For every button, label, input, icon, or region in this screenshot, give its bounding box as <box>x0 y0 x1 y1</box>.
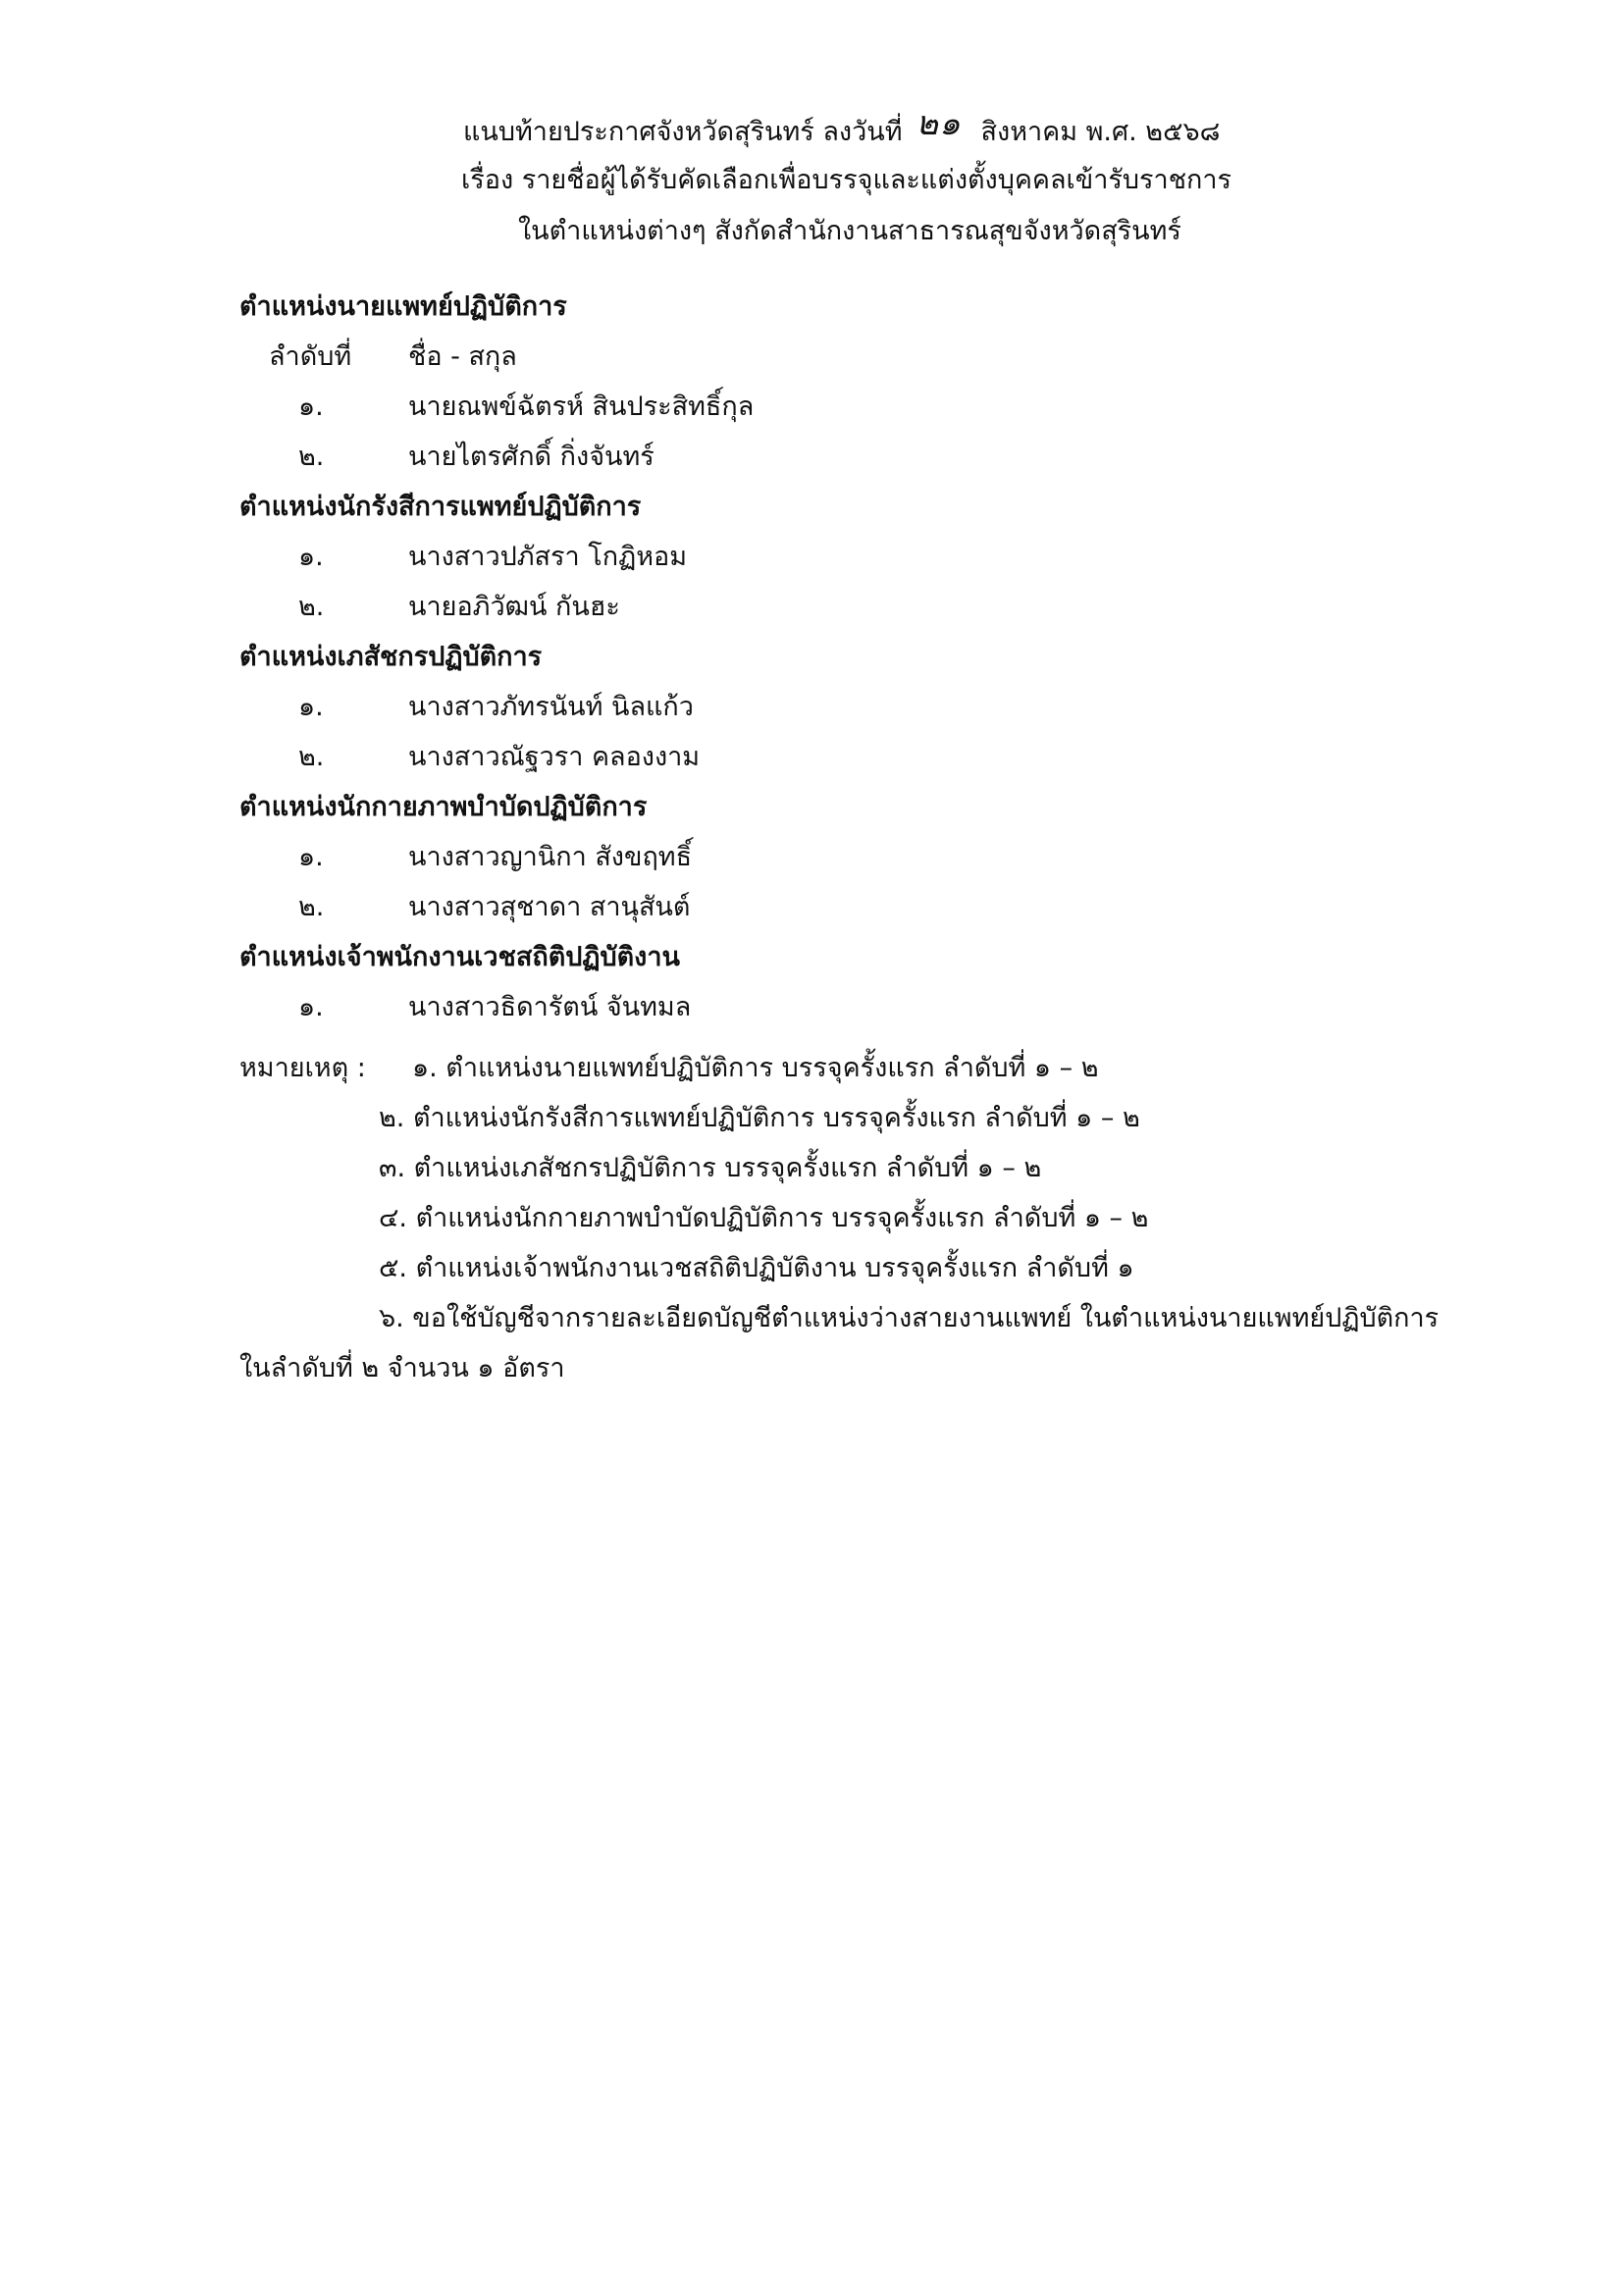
list-item <box>239 732 1417 782</box>
column-header-order: ลำดับที่ <box>269 341 352 372</box>
column-header-row <box>239 332 1417 382</box>
note-item: ๔. ตำแหน่งนักกายภาพบำบัดปฏิบัติการ บรรจุครั้งแรก ลำดับที่ ๑ – ๒ <box>379 1203 1149 1233</box>
note-row <box>239 1293 1515 1343</box>
note-row <box>239 1093 1515 1143</box>
positions-list <box>239 282 1417 1032</box>
entry-name: นายณพข์ฉัตรห์ สินประสิทธิ์กุล <box>408 391 755 422</box>
entry-number: ๑. <box>298 391 324 422</box>
entry-number: ๒. <box>298 892 325 922</box>
header-subject-line: เรื่อง รายชื่อผู้ได้รับคัดเลือกเพื่อบรรจุและแต่งตั้งบุคคลเข้ารับราชการ <box>461 165 1232 195</box>
list-item <box>239 982 1417 1032</box>
header-attachment-text: แนบท้ายประกาศจังหวัดสุรินทร์ ลงวันที่ <box>463 117 903 147</box>
list-item <box>239 582 1417 632</box>
list-item <box>239 882 1417 932</box>
position-heading: ตำแหน่งนักรังสีการแพทย์ปฏิบัติการ <box>239 492 642 522</box>
list-item <box>239 382 1417 432</box>
entry-name: นางสาวภัทรนันท์ นิลแก้ว <box>408 692 694 722</box>
list-item <box>239 682 1417 732</box>
note-row <box>239 1343 1515 1393</box>
position-heading: ตำแหน่งนายแพทย์ปฏิบัติการ <box>239 291 567 322</box>
position-heading: ตำแหน่งเภสัชกรปฏิบัติการ <box>239 642 543 672</box>
note-row <box>239 1193 1515 1243</box>
note-item: ๕. ตำแหน่งเจ้าพนักงานเวชสถิติปฏิบัติงาน บรรจุครั้งแรก ลำดับที่ ๑ <box>379 1253 1134 1283</box>
note-item: ๑. ตำแหน่งนายแพทย์ปฏิบัติการ บรรจุครั้งแรก ลำดับที่ ๑ – ๒ <box>412 1053 1099 1083</box>
entry-number: ๑. <box>298 842 324 872</box>
entry-name: นางสาวปภัสรา โกฏิหอม <box>408 542 688 572</box>
entry-number: ๑. <box>298 692 324 722</box>
note-row <box>239 1243 1515 1293</box>
entry-number: ๑. <box>298 992 324 1022</box>
header-month-year: สิงหาคม พ.ศ. ๒๕๖๘ <box>980 117 1221 147</box>
list-item <box>239 832 1417 882</box>
note-item: ๖. ขอใช้บัญชีจากรายละเอียดบัญชีตำแหน่งว่างสายงานแพทย์ ในตำแหน่งนายแพทย์ปฏิบัติการ <box>379 1303 1440 1333</box>
note-item: ๓. ตำแหน่งเภสัชกรปฏิบัติการ บรรจุครั้งแรก ลำดับที่ ๑ – ๒ <box>379 1153 1042 1183</box>
entry-number: ๒. <box>298 442 325 472</box>
column-header-name: ชื่อ - สกุล <box>408 341 517 372</box>
entry-name: นางสาวณัฐวรา คลองงาม <box>408 742 701 772</box>
entry-name: นายไตรศักดิ์ กิ่งจันทร์ <box>408 442 654 472</box>
entry-name: นางสาวสุชาดา สานุสันต์ <box>408 892 691 922</box>
entry-number: ๒. <box>298 742 325 772</box>
header-affiliation-line: ในตำแหน่งต่างๆ สังกัดสำนักงานสาธารณสุขจังหวัดสุรินทร์ <box>518 216 1181 246</box>
notes-label: หมายเหตุ : <box>239 1053 366 1083</box>
entry-name: นายอภิวัฒน์ กันฮะ <box>408 592 620 622</box>
list-item <box>239 432 1417 482</box>
list-item <box>239 532 1417 582</box>
position-heading: ตำแหน่งนักกายภาพบำบัดปฏิบัติการ <box>239 792 648 822</box>
note-continuation: ในลำดับที่ ๒ จำนวน ๑ อัตรา <box>239 1353 565 1383</box>
note-item: ๒. ตำแหน่งนักรังสีการแพทย์ปฏิบัติการ บรรจุครั้งแรก ลำดับที่ ๑ – ๒ <box>379 1103 1140 1133</box>
note-row <box>239 1043 1515 1093</box>
header-attachment-line <box>463 104 1221 152</box>
notes-section <box>239 1043 1515 1393</box>
handwritten-date-day: ๒๑ <box>916 104 962 143</box>
note-row <box>239 1143 1515 1193</box>
position-heading: ตำแหน่งเจ้าพนักงานเวชสถิติปฏิบัติงาน <box>239 942 680 972</box>
entry-name: นางสาวญานิกา สังขฤทธิ์ <box>408 842 693 872</box>
entry-name: นางสาวธิดารัตน์ จันทมล <box>408 992 692 1022</box>
entry-number: ๒. <box>298 592 325 622</box>
entry-number: ๑. <box>298 542 324 572</box>
